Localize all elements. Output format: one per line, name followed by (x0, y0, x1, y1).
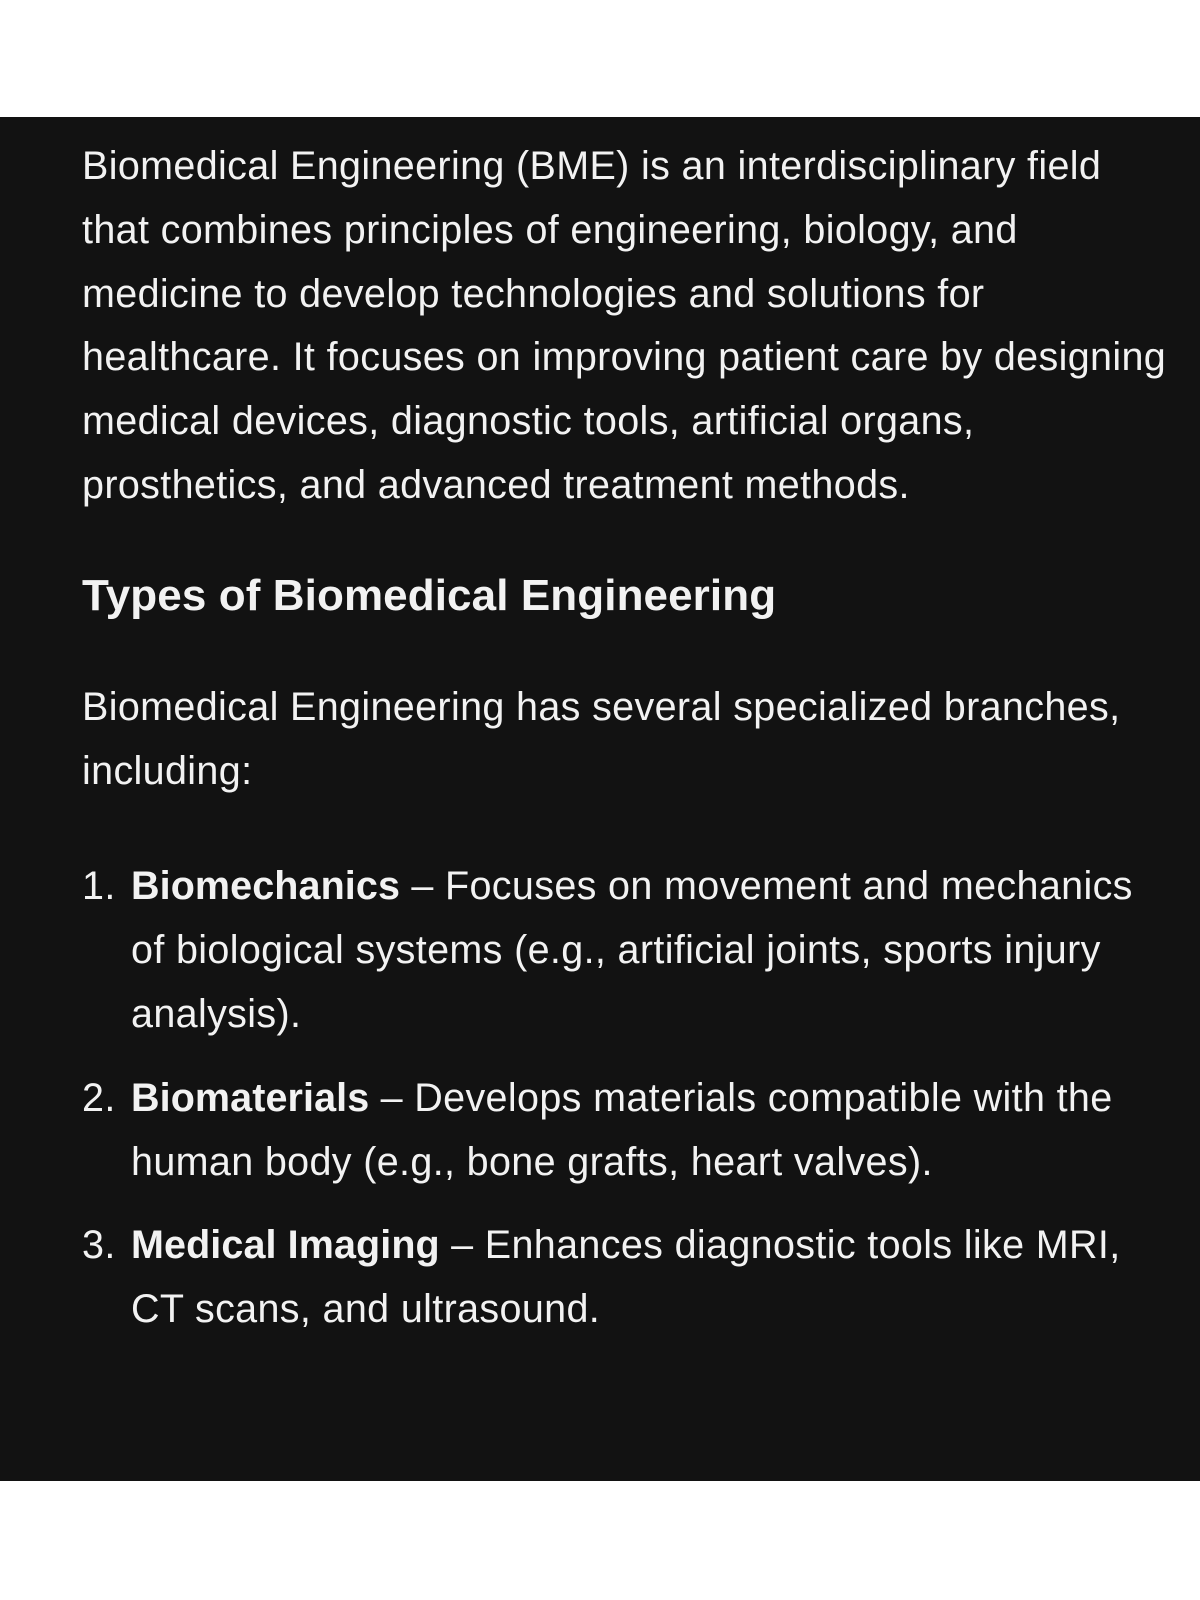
response-content (82, 135, 1172, 1362)
list-item-separator: – (369, 1075, 415, 1120)
chat-response-panel (0, 117, 1200, 1481)
intro-paragraph: Biomedical Engineering (BME) is an interdisciplinary field that combines principles of engineering, biology, and medicine to develop technologies and solutions for healthcare. It focuses on improving patient care by designing medical devices, diagnostic tools, artificial organs, prosthetics, and advanced treatment methods. (82, 144, 1167, 507)
branches-list (82, 855, 1172, 1342)
section-heading: Types of Biomedical Engineering (82, 570, 777, 620)
list-item (82, 1214, 1172, 1342)
list-item-term: Biomechanics (131, 864, 401, 909)
list-item-number: 1. (82, 864, 116, 909)
list-item-term: Medical Imaging (131, 1223, 440, 1268)
list-item-separator: – (400, 864, 445, 909)
list-item-description: Focuses on movement and mechanics of biological systems (e.g., artificial joints, sports injury analysis). (131, 864, 1133, 1036)
list-item-description: Develops materials compatible with the human body (e.g., bone grafts, heart valves). (131, 1075, 1113, 1184)
list-item-term: Biomaterials (131, 1075, 370, 1120)
list-item-description: Enhances diagnostic tools like MRI, CT scans, and ultrasound. (131, 1223, 1121, 1332)
list-item (82, 855, 1172, 1046)
list-item-number: 2. (82, 1075, 116, 1120)
list-item-number: 3. (82, 1223, 116, 1268)
list-item-separator: – (439, 1223, 485, 1268)
list-item (82, 1067, 1172, 1195)
branches-intro-paragraph: Biomedical Engineering has several specialized branches, including: (82, 684, 1121, 793)
